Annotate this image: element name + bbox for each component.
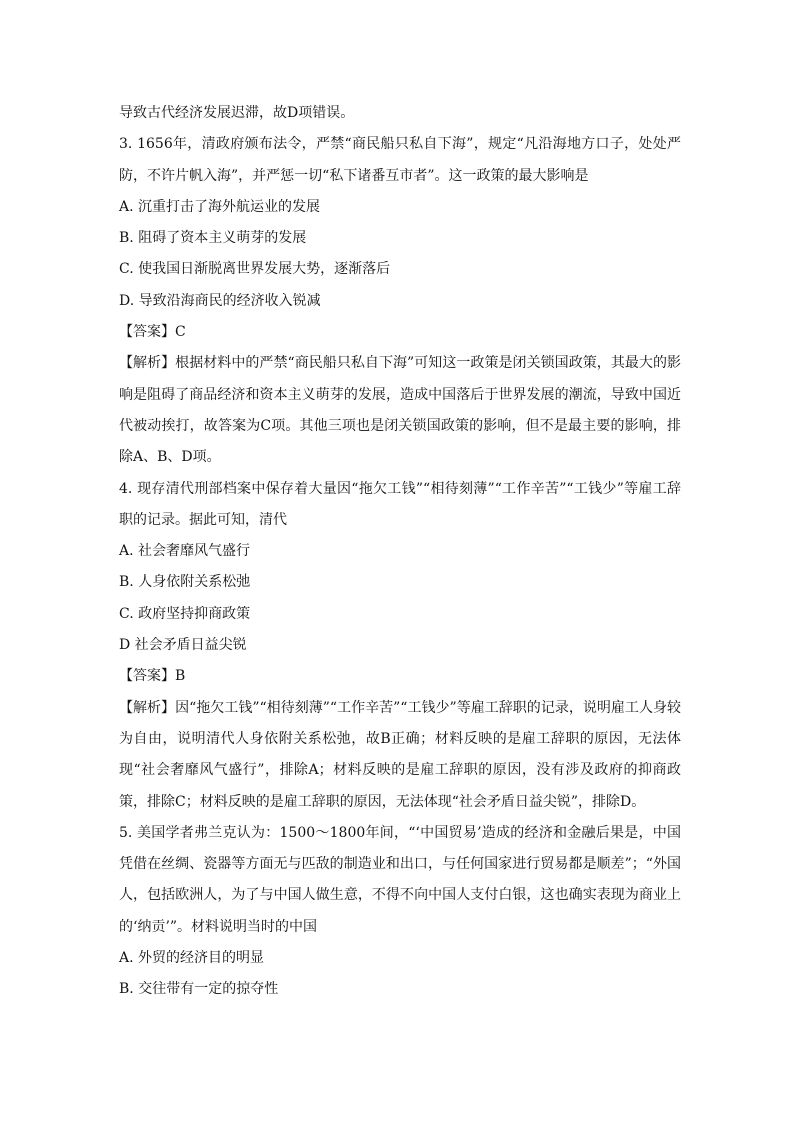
option-b: B. 阻碍了资本主义萌芽的发展 bbox=[119, 230, 307, 247]
answer-line: 【答案】C bbox=[119, 324, 186, 341]
option-c: C. 政府坚持抑商政策 bbox=[119, 605, 251, 622]
question-5 bbox=[119, 818, 681, 1006]
question-stem: 5. 美国学者弗兰克认为：1500～1800年间，“‘中国贸易’造成的经济和金融后果是，中国凭借在丝绸、瓷器等方面无与匹敌的制造业和出口，与任何国家进行贸易都是顺差”；“外国人，包括欧洲人，为了与中国人做生意，不得不向中国人支付白银，这也确实表现为商业上的‘纳贡’”。材料说明当时的中国 bbox=[119, 824, 681, 935]
question-stem: 3. 1656年，清政府颁布法令，严禁“商民船只私自下海”，规定“凡沿海地方口子，处处严防，不许片帆入海”，并严惩一切“私下诸番互市者”。这一政策的最大影响是 bbox=[119, 136, 681, 184]
analysis-paragraph: 【解析】因“拖欠工钱”“相待刻薄”“工作辛苦”“工钱少”等雇工辞职的记录，说明雇工人身较为自由，说明清代人身依附关系松弛，故B正确；材料反映的是雇工辞职的原因，无法体现“社会奢靡风气盛行”，排除A；材料反映的是雇工辞职的原因，没有涉及政府的抑商政策，排除C；材料反映的是雇工辞职的原因，无法体现“社会矛盾日益尖锐”，排除D。 bbox=[119, 699, 681, 810]
question-4 bbox=[119, 474, 681, 818]
continued-text: 导致古代经济发展迟滞，故D项错误。 bbox=[119, 105, 355, 121]
option-b: B. 人身依附关系松弛 bbox=[119, 574, 251, 591]
question-3 bbox=[119, 129, 681, 473]
option-c: C. 使我国日渐脱离世界发展大势，逐渐落后 bbox=[119, 261, 391, 278]
option-b: B. 交往带有一定的掠夺性 bbox=[119, 981, 279, 998]
option-a: A. 沉重打击了海外航运业的发展 bbox=[119, 198, 321, 215]
page-content bbox=[119, 98, 681, 1006]
option-a: A. 社会奢靡风气盛行 bbox=[119, 543, 251, 560]
option-d: D 社会矛盾日益尖锐 bbox=[119, 637, 247, 654]
option-a: A. 外贸的经济目的明显 bbox=[119, 950, 265, 967]
question-stem: 4. 现存清代刑部档案中保存着大量因“拖欠工钱”“相待刻薄”“工作辛苦”“工钱少”等雇工辞职的记录。据此可知，清代 bbox=[119, 480, 681, 528]
option-d: D. 导致沿海商民的经济收入锐减 bbox=[119, 292, 321, 309]
answer-line: 【答案】B bbox=[119, 668, 186, 685]
analysis-paragraph: 【解析】根据材料中的严禁“商民船只私自下海”可知这一政策是闭关锁国政策，其最大的影响是阻碍了商品经济和资本主义萌芽的发展，造成中国落后于世界发展的潮流，导致中国近代被动挨打，故答案为C项。其他三项也是闭关锁国政策的影响，但不是最主要的影响，排除A、B、D项。 bbox=[119, 355, 681, 466]
